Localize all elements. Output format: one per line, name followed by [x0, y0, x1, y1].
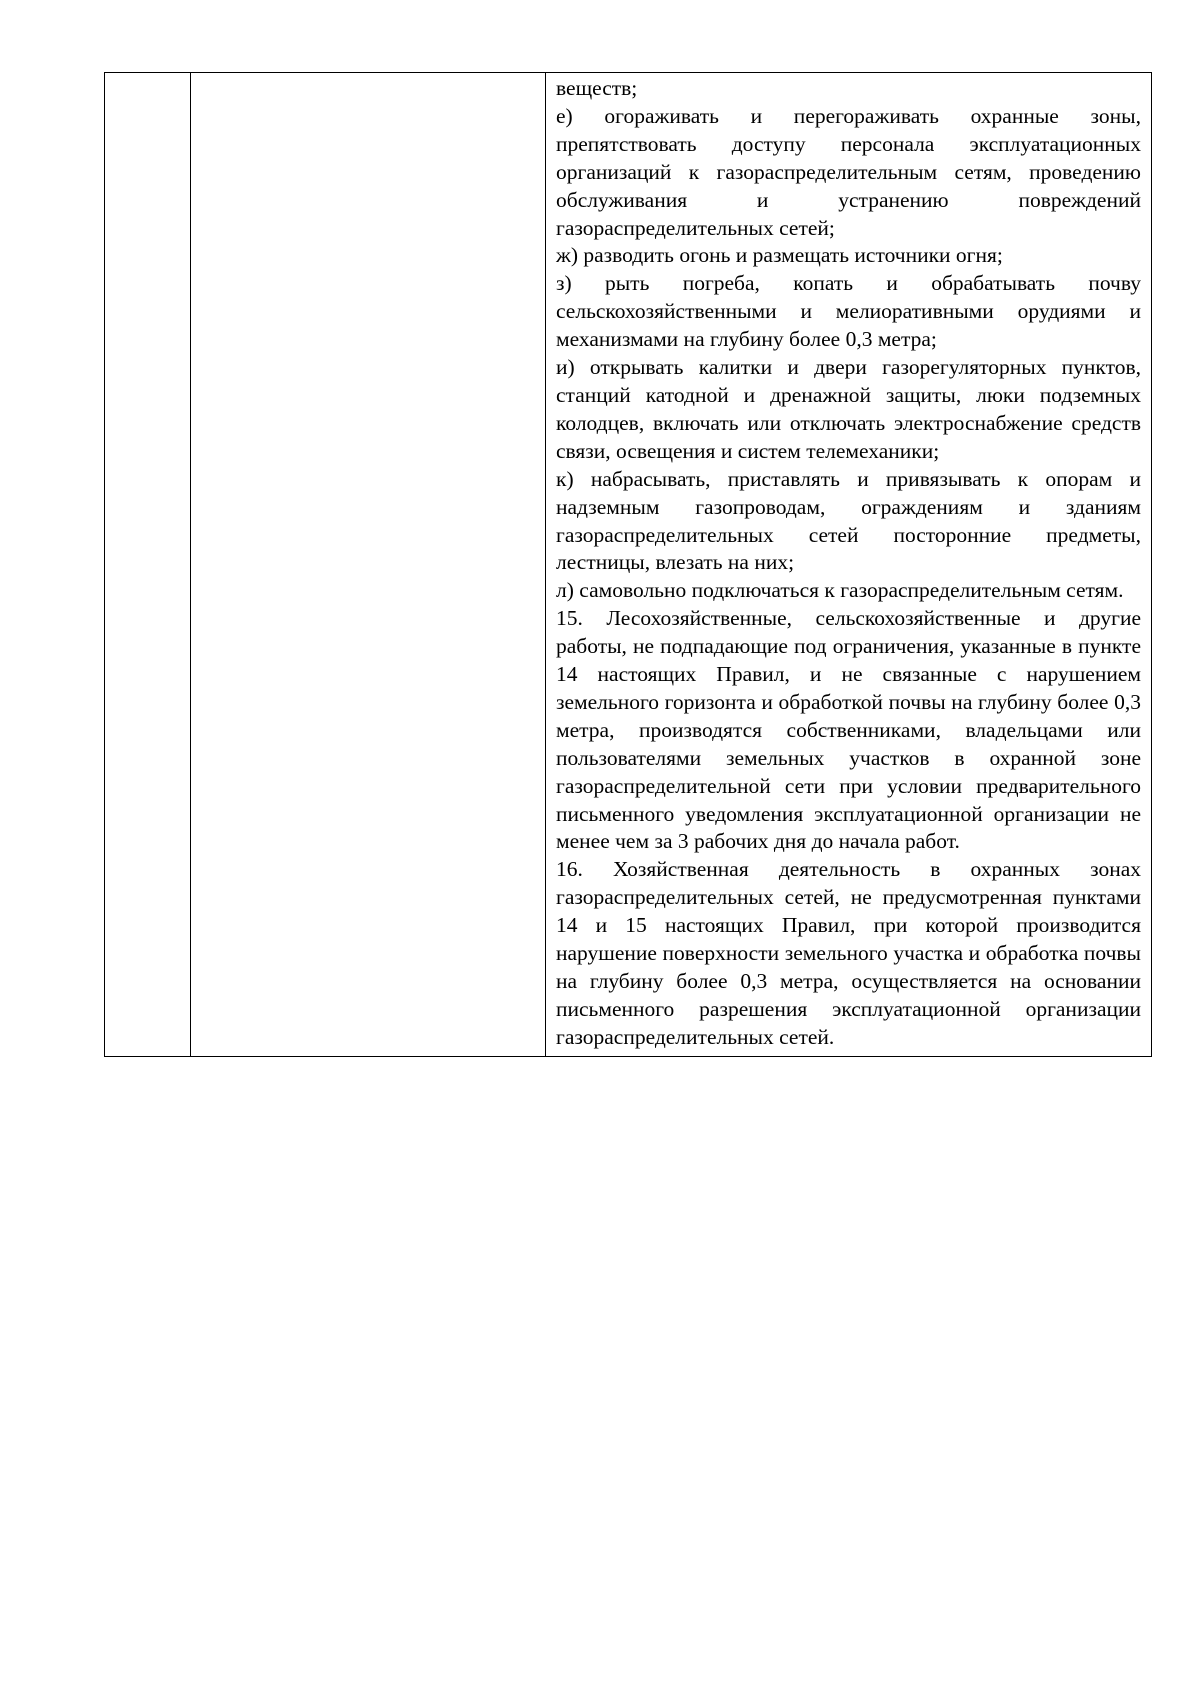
paragraph-item-l: л) самовольно подключаться к газораспределительным сетям. [556, 578, 1124, 603]
paragraph-item-e: е) огораживать и перегораживать охранные зоны, препятствовать доступу персонала эксплуатационных организаций к газораспределительным сетям, проведению обслуживания и устранению повреждений газораспределительных сетей; [556, 103, 1141, 240]
paragraph-item-z: з) рыть погреба, копать и обрабатывать почву сельскохозяйственными и мелиоративными орудиями и механизмами на глубину более 0,3 метра; [556, 271, 1141, 352]
paragraph-substances-end: веществ; [556, 76, 638, 100]
document-table [104, 72, 1152, 1057]
table-row [105, 73, 1152, 1057]
restrictions-text-cell [546, 73, 1152, 1057]
paragraph-16: 16. Хозяйственная деятельность в охранных зонах газораспределительных сетей, не предусмотренная пунктами 14 и 15 настоящих Правил, при которой производится нарушение поверхности земельного участка и обработка почвы на глубину более 0,3 метра, осуществляется на основании письменного разрешения эксплуатационной организации газораспределительных сетей. [556, 857, 1141, 1049]
paragraph-15: 15. Лесохозяйственные, сельскохозяйственные и другие работы, не подпадающие под ограничения, указанные в пункте 14 настоящих Правил, и не связанные с нарушением земельного горизонта и обработкой почвы на глубину более 0,3 метра, производятся собственниками, владельцами или пользователями земельных участков в охранной зоне газораспределительной сети при условии предварительного письменного уведомления эксплуатационной организации не менее чем за 3 рабочих дня до начала работ. [556, 606, 1141, 854]
paragraph-item-k: к) набрасывать, приставлять и привязывать к опорам и надземным газопроводам, ограждениям и зданиям газораспределительных сетей посторонние предметы, лестницы, влезать на них; [556, 466, 1141, 575]
object-cell [191, 73, 546, 1057]
paragraph-item-zh: ж) разводить огонь и размещать источники огня; [556, 243, 1003, 268]
paragraph-item-i: и) открывать калитки и двери газорегуляторных пунктов, станций катодной и дренажной защиты, люки подземных колодцев, включать или отключать электроснабжение средств связи, освещения и систем телемеханики; [556, 355, 1141, 463]
number-cell [105, 73, 191, 1057]
